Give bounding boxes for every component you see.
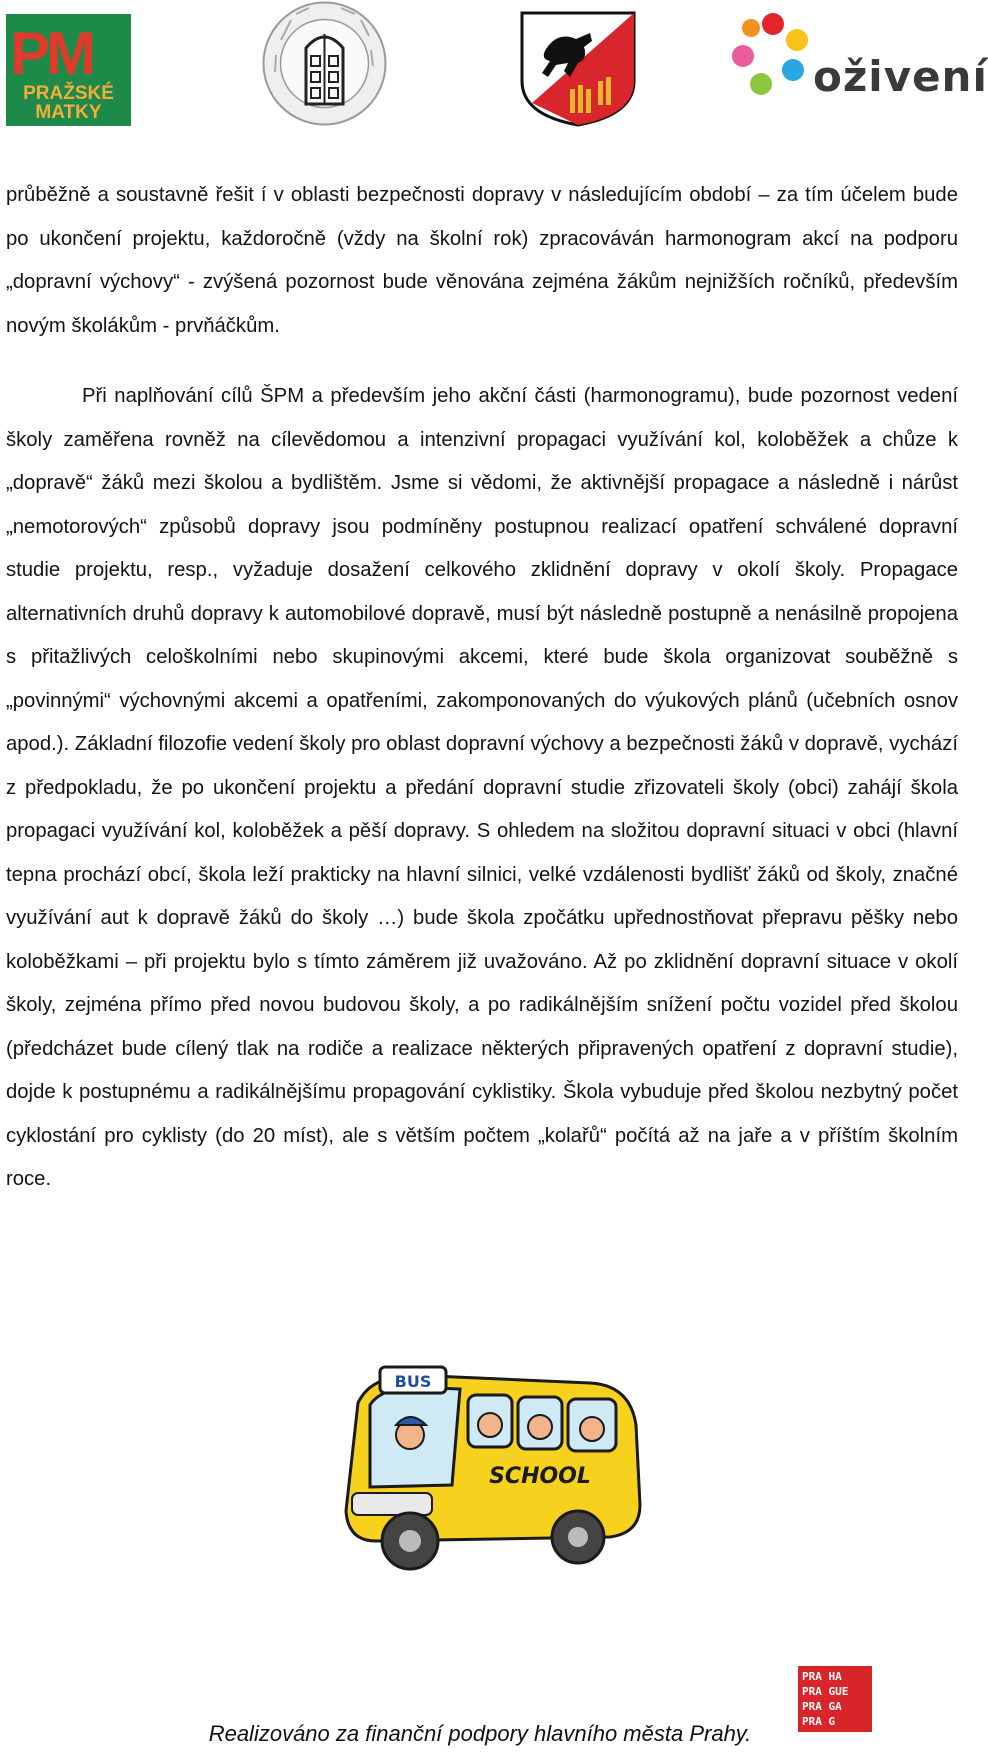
praha-logo-line: PRA HA — [802, 1670, 842, 1683]
oziveni-logo — [731, 10, 988, 120]
praha-logo-line: PRA GUE — [802, 1685, 849, 1698]
school-bus-illustration — [340, 1365, 652, 1577]
oziveni-wordmark: oživení — [813, 52, 988, 101]
bus-side-text: SCHOOL — [489, 1464, 591, 1489]
logo-line-2: MATKY — [35, 102, 102, 123]
municipal-crest-logo — [518, 11, 638, 127]
logo-initials: PM — [10, 20, 92, 87]
prazske-matky-logo — [6, 14, 131, 126]
paragraph: Při naplňování cílů ŠPM a především jeho akční části (harmonogramu), bude pozornost vedení školy zaměřena rovněž na cílevědomou a intenzivní propagaci využívání kol, koloběžek a chůze k „dopravě“ žáků mezi školou a bydlištěm. Jsme si vědomi, že aktivnější propagace a následně i nárůst „nemotorových“ způsobů dopravy jsou podmíněny postupnou realizací opatření schválené dopravní studie projektu, resp., vyžaduje dosažení celkového zklidnění dopravy v okolí školy. Propagace alternativních druhů dopravy k automobilové dopravě, musí být následně postupně a nenásilně propojena s přitažlivých celoškolními nebo skupinovými akcemi, které bude škola organizovat souběžně s „povinnými“ výchovnými akcemi a opatřeními, zakomponovaných do výukových plánů (učebních osnov apod.). Základní filozofie vedení školy pro oblast dopravní výchovy a bezpečnosti žáků v dopravě, vychází z předpokladu, že po ukončení projektu a předání dopravní studie zřizovateli školy (obci) zahájí škola propagaci využívání kol, koloběžek a pěší dopravy. S ohledem na složitou dopravní situaci v obci (hlavní tepna prochází obcí, škola leží prakticky na hlavní silnici, velké vzdálenosti bydlišť žáků od školy, značné využívání aut k dopravě žáků do školy …) bude škola zpočátku upřednostňovat přepravu pěšky nebo koloběžkami – při projektu bylo s tímto záměrem již uvažováno. Až po zklidnění dopravní situace v okolí školy, zejména přímo před novou budovou školy, a po radikálnějším snížení počtu vozidel před školou (předcházet bude cílený tlak na rodiče a realizace některých připravených opatření z dopravní studie), dojde k postupnému a radikálnějšímu propagování cyklistiky. Škola vybuduje před školou nezbytný počet cyklostání pro cyklisty (do 20 míst), ale s větším počtem „kolařů“ počítá až na jaře a v příštím školním roce. — [6, 385, 958, 1190]
school-seal-logo — [261, 0, 388, 127]
flower-icon — [731, 10, 815, 110]
praha-logo-line: PRA G — [802, 1715, 836, 1728]
praha-logo-line: PRA GA — [802, 1700, 842, 1713]
bus-sign-text: BUS — [394, 1372, 432, 1391]
footer-funding-note: Realizováno za finanční podpory hlavního města Prahy. — [208, 1721, 752, 1746]
logo-line-1: PRAŽSKÉ — [23, 83, 114, 104]
paragraph: průběžně a soustavně řešit í v oblasti bezpečnosti dopravy v následujícím období – za tím účelem bude po ukončení projektu, každoročně (vždy na školní rok) zpracováván harmonogram akcí na podporu „dopravní výchovy“ - zvýšená pozornost bude věnována zejména žákům nejnižších ročníků, především novým školákům - prvňáčkům. — [6, 184, 958, 337]
